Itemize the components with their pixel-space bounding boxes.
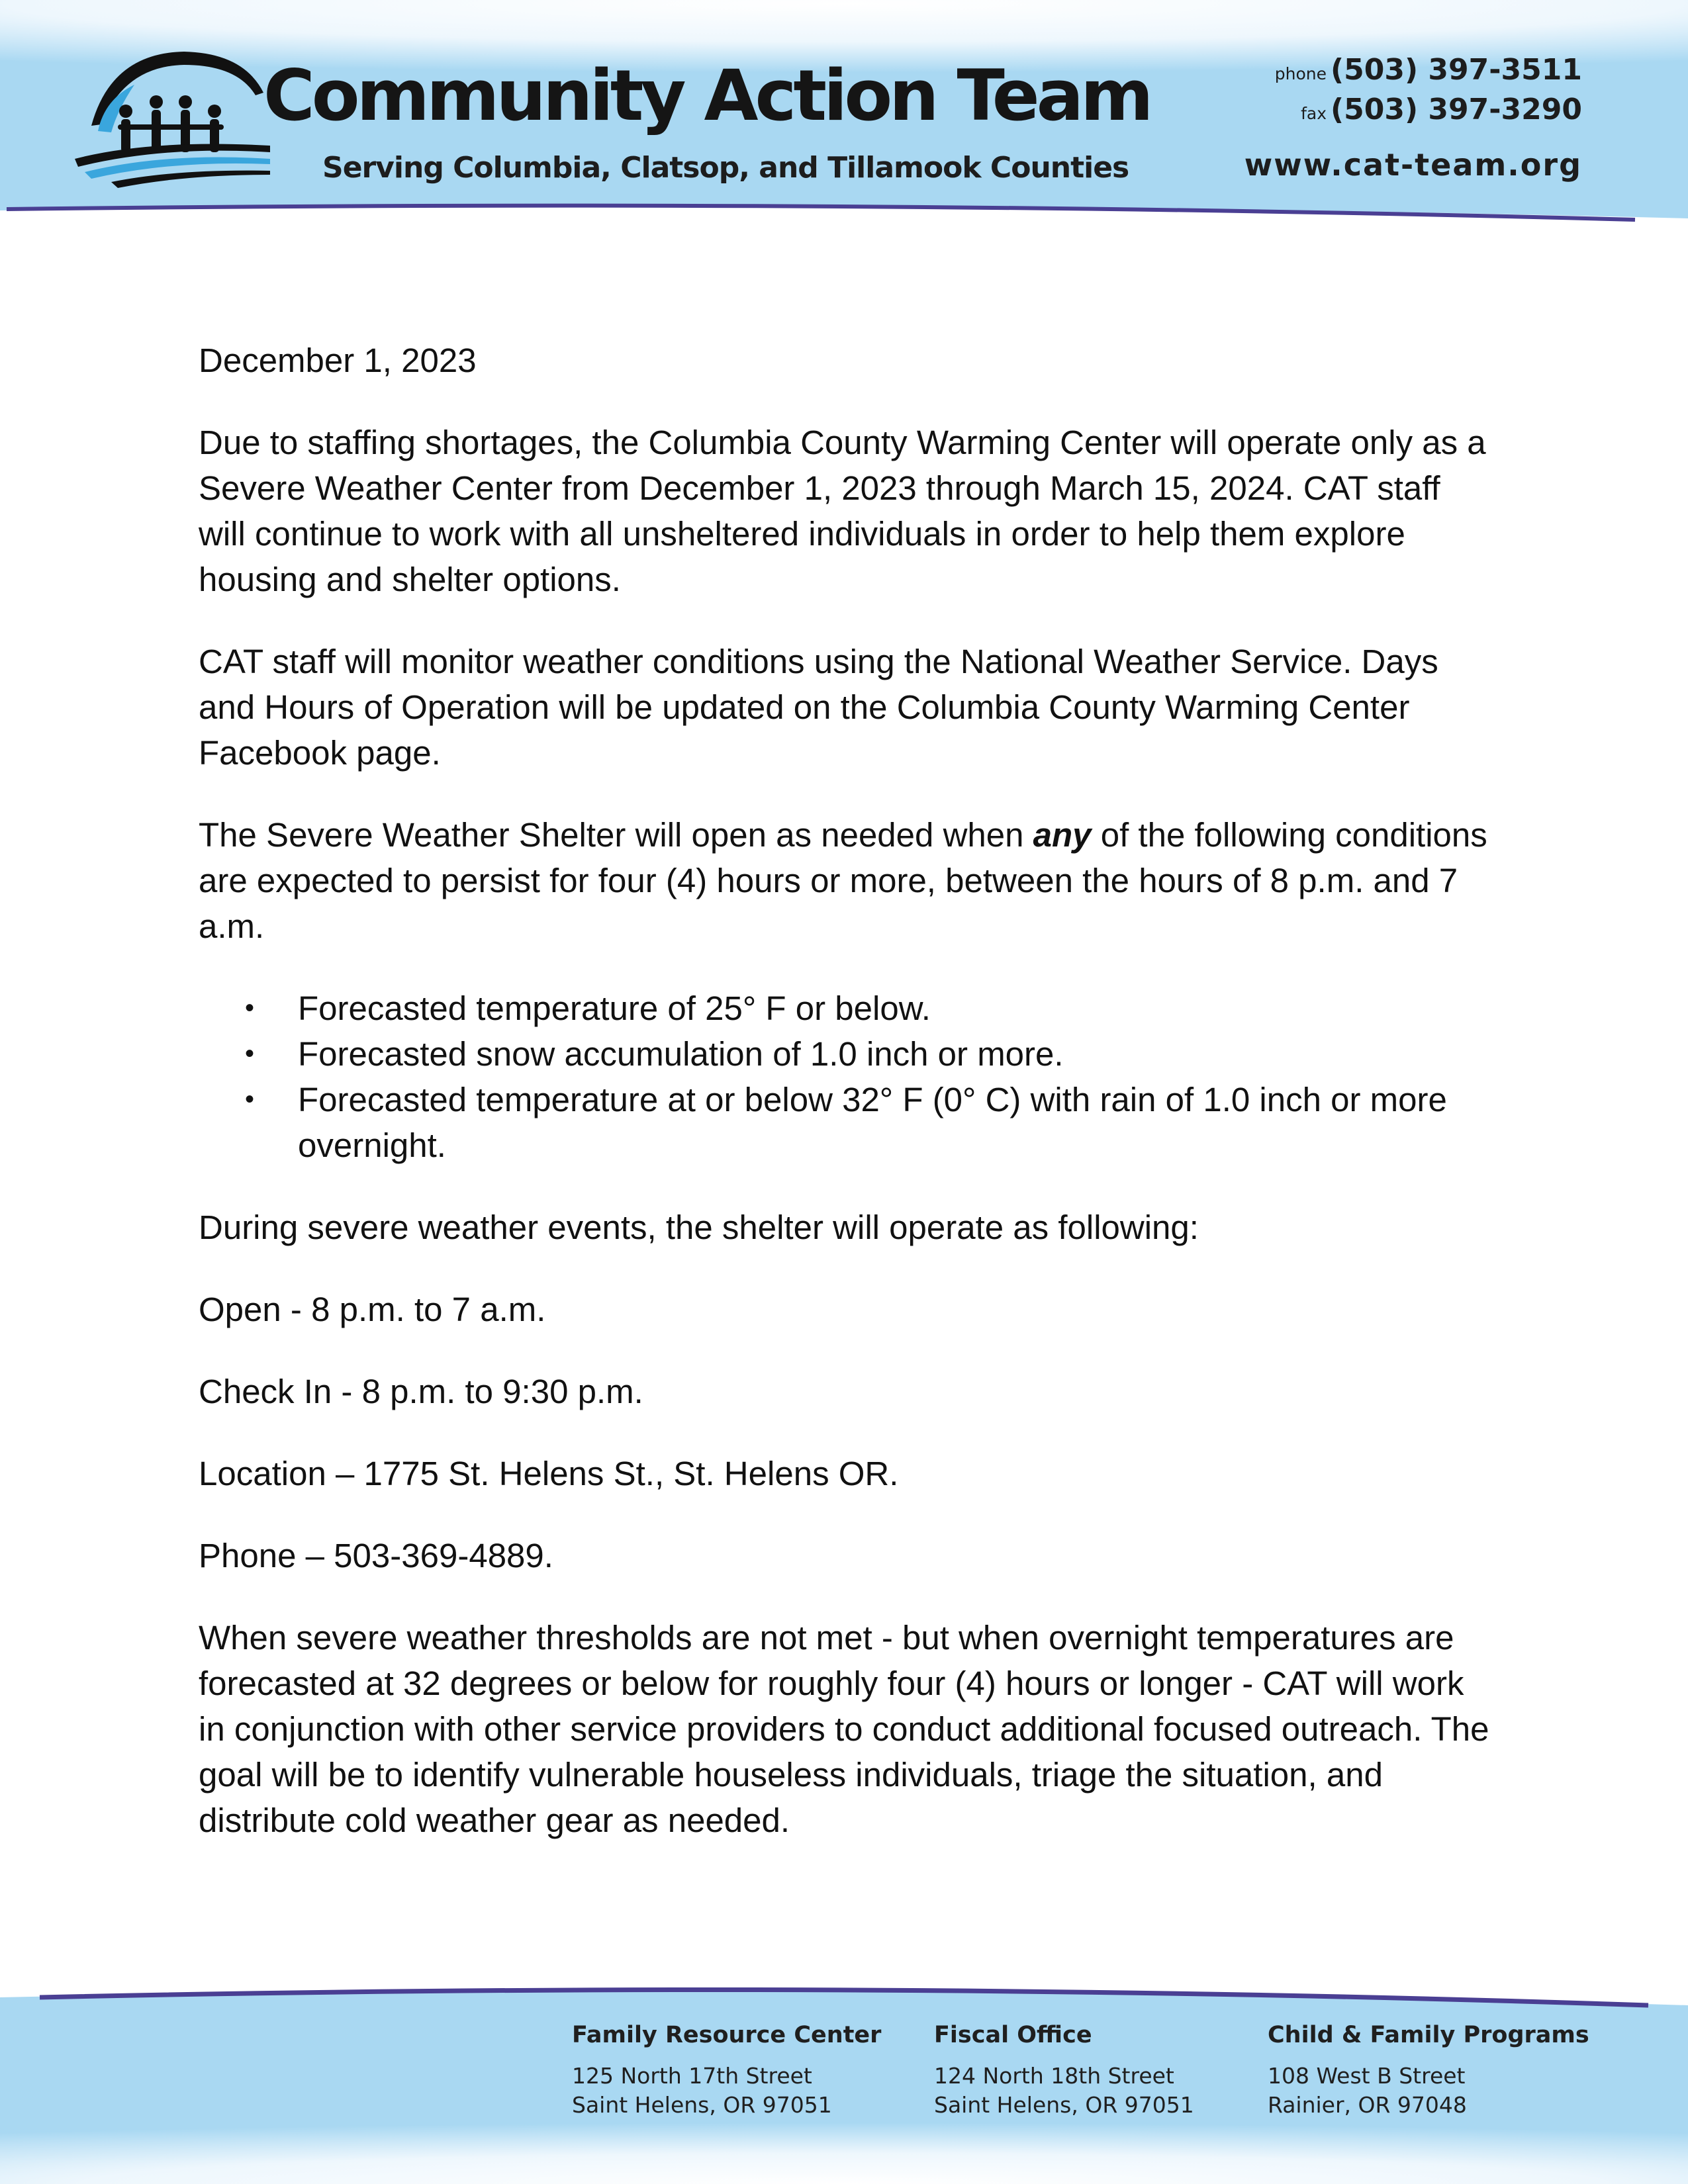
- bullet-icon: •: [245, 993, 255, 1023]
- shelter-phone: Phone – 503-369-4889.: [199, 1537, 553, 1574]
- conditions-text-start: The Severe Weather Shelter will open as needed when: [199, 816, 1033, 854]
- paragraph-outreach: When severe weather thresholds are not met - but when overnight temperatures are forecasted at 32 degrees or below for roughly four (4) hours or longer - CAT will work in conjunction with other service providers to conduct additional focused outreach. The goal will be to identify vulnerable houseless individuals, triage the situation, and distribute cold weather gear as needed.: [199, 1619, 1489, 1839]
- office-family-resource-center: [572, 2021, 881, 2120]
- phone-number: (503) 397-3511: [1331, 53, 1582, 87]
- paragraph-operations: During severe weather events, the shelter will operate as following:: [199, 1208, 1199, 1246]
- letter-date: December 1, 2023: [199, 341, 477, 379]
- office-title: Family Resource Center: [572, 2022, 882, 2048]
- fax-label: fax: [1301, 104, 1327, 123]
- website-link[interactable]: www.cat-team.org: [1244, 147, 1582, 183]
- office-address-line-1: 125 North 17th Street: [572, 2063, 812, 2089]
- bullet-icon: •: [245, 1085, 255, 1114]
- letter-body: [199, 338, 1496, 1880]
- organization-tagline: Serving Columbia, Clatsop, and Tillamook Counties: [322, 151, 1129, 185]
- check-in-hours: Check In - 8 p.m. to 9:30 p.m.: [199, 1373, 643, 1410]
- fax-number: (503) 397-3290: [1331, 93, 1582, 126]
- conditions-list: [199, 985, 1496, 1168]
- office-title: Child & Family Programs: [1268, 2022, 1589, 2048]
- list-item: [245, 1077, 1496, 1168]
- office-child-family-programs: [1268, 2021, 1589, 2120]
- list-item: [245, 985, 1496, 1031]
- office-address-line-2: Saint Helens, OR 97051: [572, 2092, 832, 2118]
- list-item-text: Forecasted snow accumulation of 1.0 inch or more.: [298, 1035, 1064, 1073]
- office-fiscal: [934, 2021, 1194, 2120]
- list-item-text: Forecasted temperature of 25° F or below.: [298, 989, 931, 1027]
- office-address-line-1: 124 North 18th Street: [934, 2063, 1174, 2089]
- bullet-icon: •: [245, 1039, 255, 1068]
- office-address-line-1: 108 West B Street: [1268, 2063, 1466, 2089]
- shelter-location: Location – 1775 St. Helens St., St. Helens OR.: [199, 1455, 899, 1492]
- organization-name: Community Action Team: [263, 55, 1150, 136]
- office-address-line-2: Saint Helens, OR 97051: [934, 2092, 1194, 2118]
- open-hours: Open - 8 p.m. to 7 a.m.: [199, 1291, 546, 1328]
- logo-icon: [71, 46, 270, 192]
- header-phone: [1274, 53, 1582, 87]
- phone-label: phone: [1274, 64, 1327, 83]
- paragraph-conditions: [199, 812, 1496, 949]
- conditions-text-end: of the following conditions are expected to persist for four (4) hours or more, between the hours of 8 p.m. and 7 a.m.: [199, 816, 1487, 945]
- header-fax: [1301, 95, 1582, 124]
- office-address-line-2: Rainier, OR 97048: [1268, 2092, 1467, 2118]
- paragraph-staffing: Due to staffing shortages, the Columbia County Warming Center will operate only as a Severe Weather Center from December 1, 2023 through March 15, 2024. CAT staff will continue to work with all unsheltered individuals in order to help them explore housing and shelter options.: [199, 424, 1486, 598]
- office-title: Fiscal Office: [934, 2022, 1092, 2048]
- list-item: [245, 1031, 1496, 1077]
- list-item-text: Forecasted temperature at or below 32° F (0° C) with rain of 1.0 inch or more overnight.: [298, 1081, 1447, 1164]
- paragraph-monitoring: CAT staff will monitor weather conditions using the National Weather Service. Days and Hours of Operation will be updated on the Columbia County Warming Center Facebook page.: [199, 643, 1438, 772]
- conditions-emphasis: any: [1033, 816, 1092, 854]
